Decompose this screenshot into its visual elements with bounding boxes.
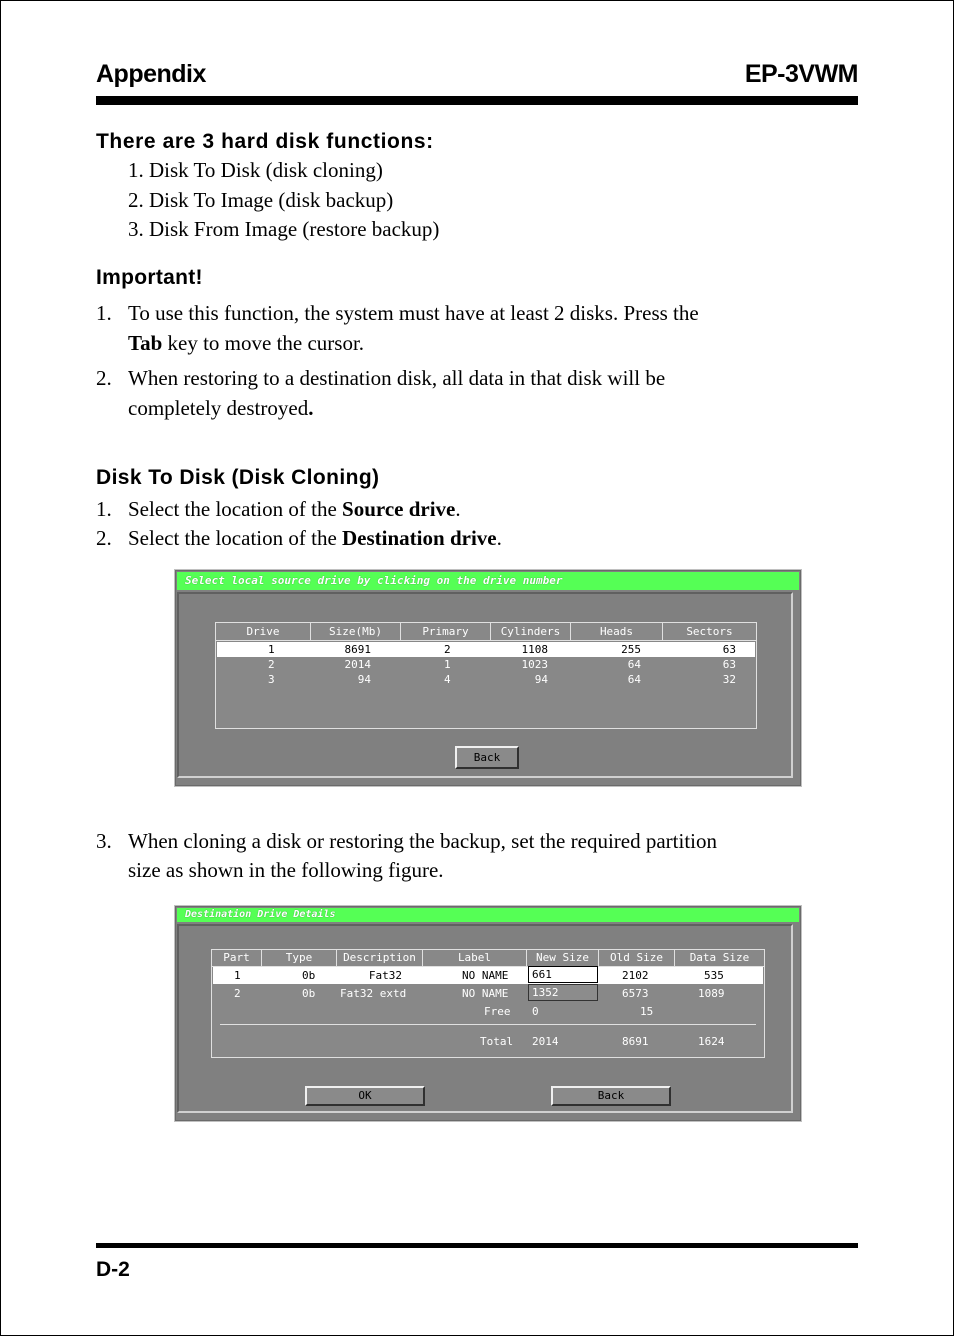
table-cell: Fat32: [368, 969, 402, 982]
col-label[interactable]: Label: [423, 950, 527, 966]
table-cell: 2102: [622, 969, 649, 982]
table-row-selected[interactable]: [217, 642, 755, 657]
destination-drive-dialog: [174, 905, 802, 1122]
total-old-size: 8691: [622, 1035, 649, 1048]
important-num-2: 2.: [96, 366, 112, 390]
table-cell: 0b: [302, 969, 316, 982]
source-drive-table: [215, 622, 757, 729]
total-data-size: 1624: [698, 1035, 725, 1048]
header-model-name: EP-3VWM: [744, 60, 858, 88]
free-label: Free: [484, 1005, 511, 1018]
header-section-title: Appendix: [96, 60, 206, 88]
table-cell[interactable]: 2: [268, 658, 275, 671]
cloning-step-3-line1: When cloning a disk or restoring the backup, set the required partition: [128, 829, 717, 853]
hd-function-item: 1. Disk To Disk (disk cloning): [128, 158, 383, 182]
table-cell: 535: [704, 969, 724, 982]
tab-key-label: Tab: [128, 331, 163, 355]
page-number: D-2: [96, 1258, 130, 1281]
table-cell: 94: [357, 673, 371, 686]
table-cell: 94: [534, 673, 548, 686]
table-cell: 1: [234, 969, 241, 982]
col-size[interactable]: Size(Mb): [311, 623, 401, 640]
total-divider: [220, 1024, 756, 1025]
back-button[interactable]: Back: [455, 746, 519, 769]
new-size-input[interactable]: 661: [528, 966, 598, 983]
total-label: Total: [480, 1035, 514, 1048]
table-cell: 63: [722, 643, 736, 656]
ok-button[interactable]: OK: [305, 1086, 425, 1106]
table-cell: 32: [722, 673, 736, 686]
table-cell[interactable]: 3: [268, 673, 275, 686]
partition-table: [211, 949, 765, 1058]
table-cell: NO NAME: [462, 987, 509, 1000]
col-type[interactable]: Type: [262, 950, 337, 966]
important-item-2-line1: When restoring to a destination disk, all data in that disk will be: [128, 366, 666, 390]
important-num-1: 1.: [96, 301, 112, 325]
important-item-2-line2: completely destroyed.: [128, 396, 314, 420]
col-old-size[interactable]: Old Size: [599, 950, 675, 966]
col-drive[interactable]: Drive: [216, 623, 311, 640]
destination-drive-dialog-title: Destination Drive Details: [177, 908, 799, 922]
col-cylinders[interactable]: Cylinders: [491, 623, 571, 640]
col-heads[interactable]: Heads: [571, 623, 663, 640]
important-heading: Important!: [96, 266, 203, 289]
table-cell: 4: [444, 673, 451, 686]
col-sectors[interactable]: Sectors: [686, 625, 733, 638]
cloning-step-2-num: 2.: [96, 526, 112, 550]
col-data-size[interactable]: Data Size: [689, 951, 750, 964]
hd-function-item: 3. Disk From Image (restore backup): [128, 217, 440, 241]
col-primary[interactable]: Primary: [401, 623, 491, 640]
total-new-size: 2014: [532, 1035, 559, 1048]
table-cell: 2: [234, 987, 241, 1000]
hd-functions-heading: There are 3 hard disk functions:: [96, 130, 434, 153]
table-cell: 1023: [521, 658, 548, 671]
cloning-step-3-num: 3.: [96, 829, 112, 853]
cloning-step-3-line2: size as shown in the following figure.: [128, 858, 444, 882]
source-drive-dialog-title: Select local source drive by clicking on the drive number: [177, 572, 799, 590]
cloning-step-1: Select the location of the Source drive.: [128, 497, 461, 521]
cloning-step-1-num: 1.: [96, 497, 112, 521]
col-part[interactable]: Part: [212, 950, 262, 966]
table-cell: Fat32 extd: [340, 987, 407, 1000]
free-old-size: 15: [640, 1005, 654, 1018]
table-cell: 255: [621, 643, 641, 656]
footer-rule: [96, 1243, 858, 1248]
header-rule: [96, 96, 858, 105]
table-cell: 2: [444, 643, 451, 656]
important-item-1-line1: To use this function, the system must have at least 2 disks. Press the: [128, 301, 699, 325]
table-cell: 64: [627, 658, 641, 671]
hd-function-item: 2. Disk To Image (disk backup): [128, 188, 394, 212]
table-cell: 63: [722, 658, 736, 671]
table-cell: 1108: [521, 643, 548, 656]
table-cell[interactable]: 1: [268, 643, 275, 656]
cloning-heading: Disk To Disk (Disk Cloning): [96, 466, 380, 489]
table-cell: 1089: [698, 987, 725, 1000]
col-description[interactable]: Description: [337, 950, 423, 966]
cloning-step-2: Select the location of the Destination drive.: [128, 526, 502, 550]
source-drive-dialog: [174, 569, 802, 787]
table-cell: NO NAME: [462, 969, 509, 982]
free-new-size: 0: [532, 1005, 539, 1018]
back-button[interactable]: Back: [551, 1086, 671, 1106]
important-item-1-line2: Tab key to move the cursor.: [128, 331, 365, 355]
table-cell: 8691: [344, 643, 371, 656]
new-size-input[interactable]: 1352: [528, 984, 598, 1001]
table-cell: 6573: [622, 987, 649, 1000]
table-cell: 2014: [344, 658, 371, 671]
table-cell: 1: [444, 658, 451, 671]
table-cell: 64: [627, 673, 641, 686]
col-new-size[interactable]: New Size: [527, 950, 599, 966]
table-cell: 0b: [302, 987, 316, 1000]
